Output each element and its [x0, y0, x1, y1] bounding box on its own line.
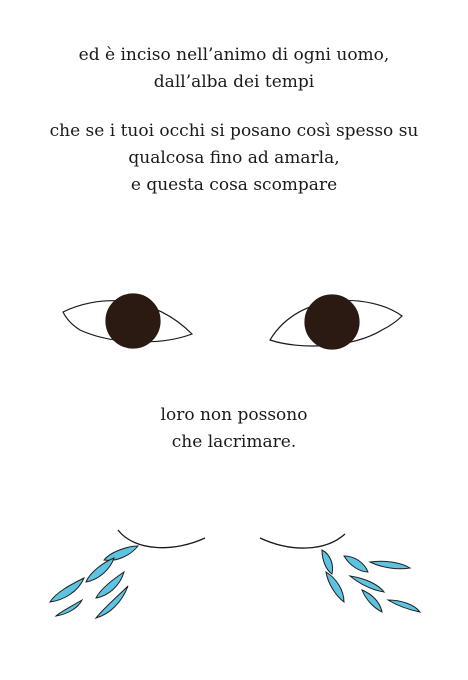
tear-drop	[56, 600, 82, 616]
tear-drop	[388, 600, 420, 612]
poem-line: e questa cosa scompare	[130, 175, 338, 195]
poem-line: ed è inciso nell’animo di ogni uomo,	[78, 45, 390, 65]
tear-drop	[104, 546, 138, 560]
tear-drop	[350, 576, 384, 592]
tear-drop	[362, 590, 382, 612]
tear-drop	[370, 561, 410, 569]
tear-drop	[344, 556, 368, 572]
poem-line: che lacrimare.	[171, 432, 297, 452]
right-eye	[270, 295, 402, 349]
poem-line: dall’alba dei tempi	[153, 72, 315, 92]
tear-drop	[326, 572, 344, 602]
tear-drop	[50, 578, 84, 602]
left-eye-iris	[106, 294, 160, 348]
right-tears	[322, 550, 420, 612]
right-eye-iris	[305, 295, 359, 349]
tear-drop	[322, 550, 333, 574]
left-eye	[63, 294, 192, 348]
left-tears	[50, 546, 138, 618]
tear-drop	[86, 558, 114, 582]
left-closed-eye	[118, 530, 205, 548]
poem-line: loro non possono	[160, 405, 308, 425]
poem-line: che se i tuoi occhi si posano così spesso su	[49, 121, 419, 141]
right-closed-eye	[260, 534, 345, 548]
poem-line: qualcosa fino ad amarla,	[128, 148, 340, 168]
